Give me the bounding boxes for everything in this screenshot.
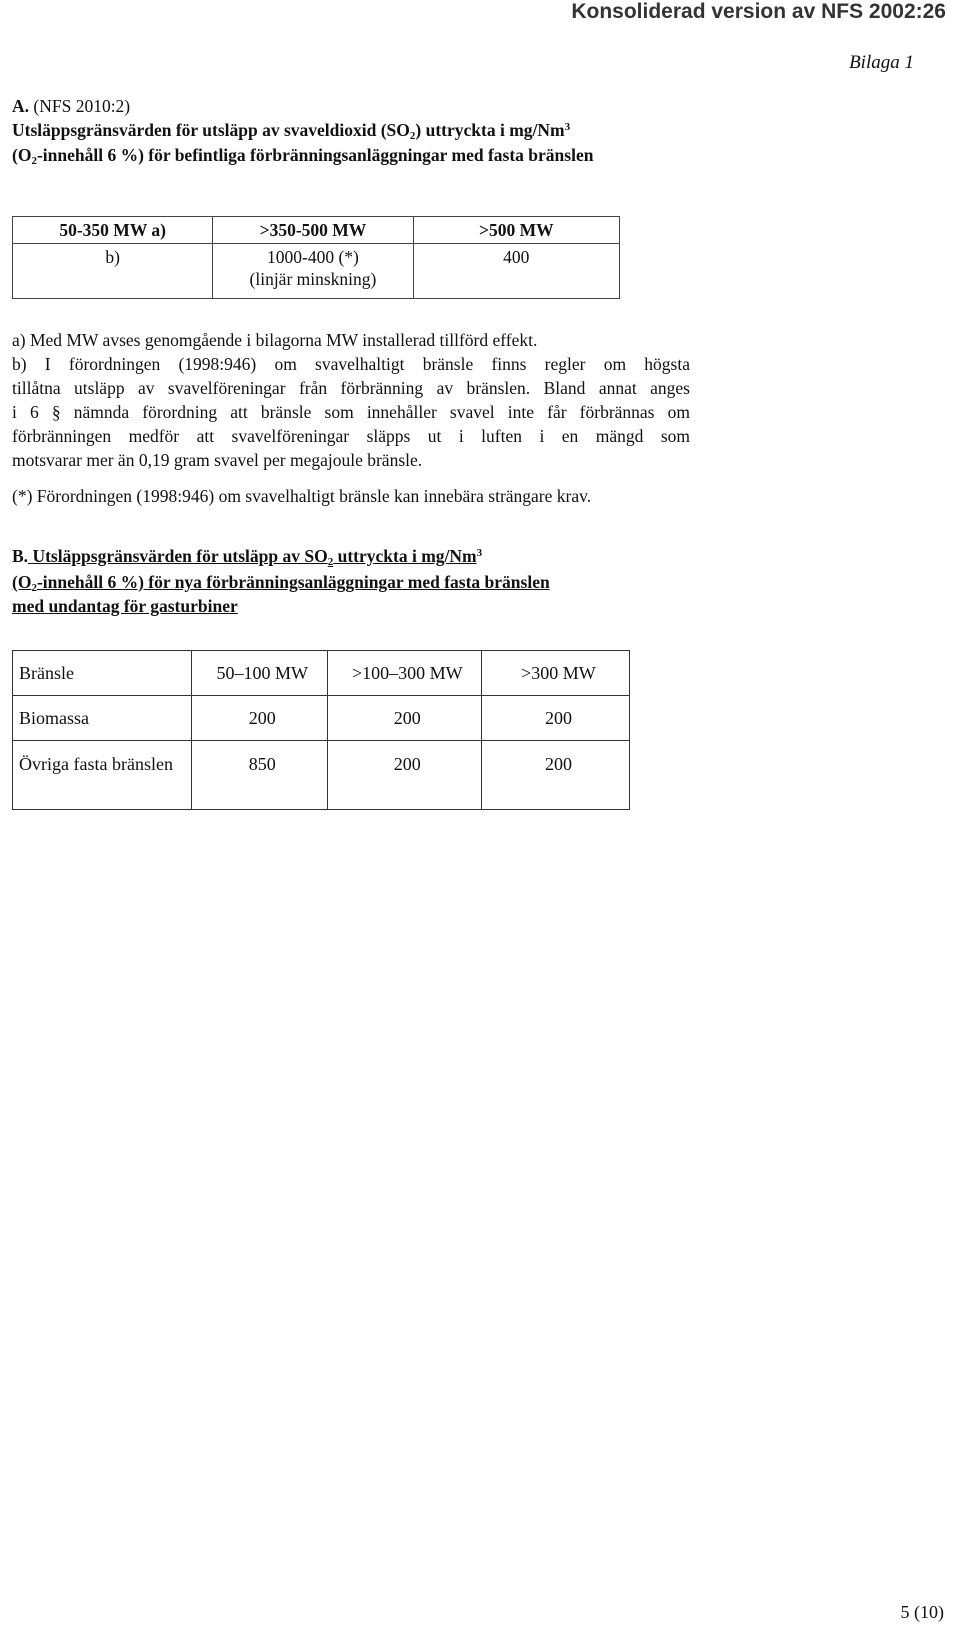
page-number: 5 (10) xyxy=(900,1602,944,1622)
table-b-cell: 200 xyxy=(327,741,481,810)
superscript: 3 xyxy=(476,547,483,559)
section-b-title-line2 xyxy=(12,572,550,592)
table-a-cell-line: 1000-400 (*) xyxy=(267,247,359,267)
table-b-header-cell: >300 MW xyxy=(481,651,629,696)
section-a-title-text: -innehåll 6 %) för befintliga förbränningsanläggningar med fasta bränslen xyxy=(36,145,594,165)
section-b-title-text: Utsläppsgränsvärden för utsläpp av SO xyxy=(28,546,328,566)
table-a-cell: 400 xyxy=(413,244,619,299)
table-b-row xyxy=(13,696,630,741)
table-b-header-cell: 50–100 MW xyxy=(191,651,327,696)
section-a-title-text: Utsläppsgränsvärden för utsläpp av svaveldioxid (SO xyxy=(12,120,410,140)
section-b-title-text: (O xyxy=(12,572,32,592)
section-a-title-text: ) uttryckta i mg/Nm xyxy=(415,120,565,140)
table-b-header-cell: Bränsle xyxy=(13,651,192,696)
section-a-letter: A. xyxy=(12,96,30,116)
note-star: (*) Förordningen (1998:946) om svavelhaltigt bränsle kan innebära strängare krav. xyxy=(12,486,592,506)
table-b-header-cell: >100–300 MW xyxy=(327,651,481,696)
note-b-line: b) I förordningen (1998:946) om svavelhaltigt bränsle finns regler om högsta xyxy=(12,354,690,374)
section-b-title-line1 xyxy=(12,546,482,566)
table-a-header-cell: 50-350 MW a) xyxy=(13,217,213,244)
table-a-row xyxy=(13,244,620,299)
table-a-cell-line: (linjär minskning) xyxy=(249,269,377,289)
note-b-line: tillåtna utsläpp av svavelföreningar från förbränning av bränslen. Bland annat anges xyxy=(12,378,690,398)
table-b-cell: Övriga fasta bränslen xyxy=(13,741,192,810)
section-a-title-line1 xyxy=(12,120,570,140)
section-b-title-line3: med undantag för gasturbiner xyxy=(12,596,238,616)
table-b-cell: Biomassa xyxy=(13,696,192,741)
table-b-cell: 200 xyxy=(327,696,481,741)
subscript: 2 xyxy=(31,155,37,167)
table-a-header-row xyxy=(13,217,620,244)
note-a: a) Med MW avses genomgående i bilagorna MW installerad tillförd effekt. xyxy=(12,330,538,350)
table-b-row xyxy=(13,741,630,810)
subscript: 2 xyxy=(31,582,37,594)
table-a xyxy=(12,216,620,299)
table-a-header-cell: >500 MW xyxy=(413,217,619,244)
table-b-cell: 200 xyxy=(481,741,629,810)
table-a-header-cell: >350-500 MW xyxy=(213,217,413,244)
table-b-cell: 200 xyxy=(191,696,327,741)
section-b-letter: B. xyxy=(12,546,29,566)
table-b-header-row xyxy=(13,651,630,696)
table-a-cell: b) xyxy=(13,244,213,299)
section-b-title-text: uttryckta i mg/Nm xyxy=(333,546,477,566)
note-b-line: motsvarar mer än 0,19 gram svavel per megajoule bränsle. xyxy=(12,450,423,470)
section-a-heading xyxy=(12,96,130,116)
section-a-ref: (NFS 2010:2) xyxy=(29,96,131,116)
table-b-cell: 850 xyxy=(191,741,327,810)
table-b-cell: 200 xyxy=(481,696,629,741)
table-a-cell xyxy=(213,244,413,299)
section-a-title-line2 xyxy=(12,145,593,165)
appendix-label: Bilaga 1 xyxy=(849,52,914,73)
table-b xyxy=(12,650,630,810)
document-header-title: Konsoliderad version av NFS 2002:26 xyxy=(571,0,946,23)
subscript: 2 xyxy=(327,556,334,568)
superscript: 3 xyxy=(564,121,571,133)
note-b-line: förbränningen medför att svavelföreningar släpps ut i luften i en mängd som xyxy=(12,426,690,446)
note-b-line: i 6 § nämnda förordning att bränsle som innehåller svavel inte får förbrännas om xyxy=(12,402,690,422)
section-b-title-text: -innehåll 6 %) för nya förbränningsanläggningar med fasta bränslen xyxy=(36,572,550,592)
section-a-title-text: (O xyxy=(12,145,32,165)
subscript: 2 xyxy=(409,130,416,142)
